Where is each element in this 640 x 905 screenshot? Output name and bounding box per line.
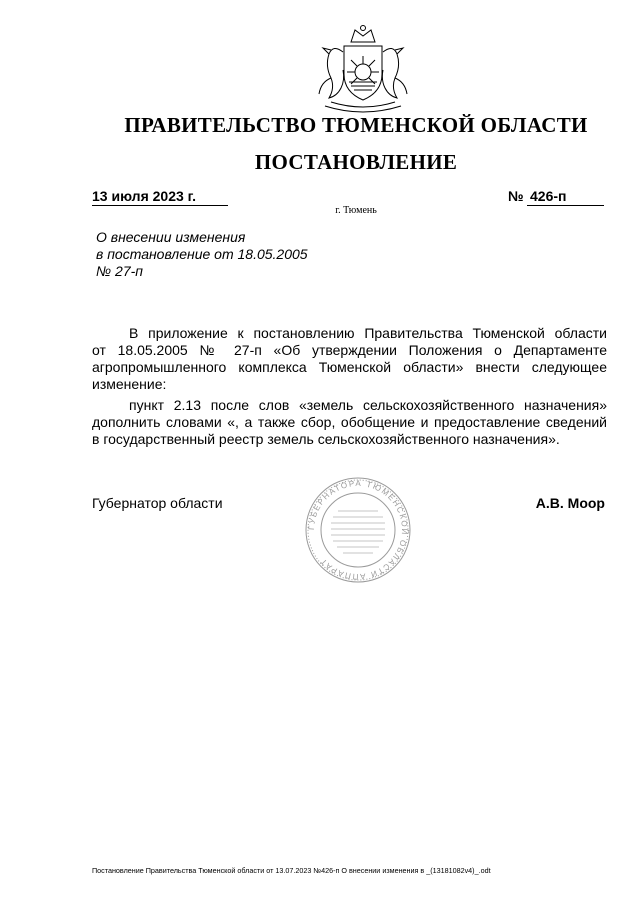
document-date: 13 июля 2023 г. <box>92 188 228 206</box>
paragraph-line: В приложение к постановлению Правительства Тюменской области <box>129 325 607 341</box>
svg-text:ГУБЕРНАТОРА ТЮМЕНСКОЙ ОБЛАСТИ <box>307 479 409 581</box>
official-seal-stamp <box>303 475 413 585</box>
document-footer: Постановление Правительства Тюменской области от 13.07.2023 №426-п О внесении изменения в _(13181082v4)_.odt <box>92 866 491 875</box>
subject-line: О внесении изменения <box>96 229 246 245</box>
document-type: ПОСТАНОВЛЕНИЕ <box>254 150 458 174</box>
seal-text: ГУБЕРНАТОРА ТЮМЕНСКОЙ ОБЛАСТИ АППАРАТ <box>306 478 410 582</box>
subject-line: в постановление от 18.05.2005 <box>96 246 308 262</box>
subject-line: № 27-п <box>96 263 143 279</box>
coat-of-arms-emblem <box>311 22 415 118</box>
city: г. Тюмень <box>335 205 377 216</box>
paragraph-line: в государственный реестр земель сельскохозяйственного назначения». <box>92 431 560 447</box>
body-paragraph-2 <box>92 397 607 448</box>
organization-title: ПРАВИТЕЛЬСТВО ТЮМЕНСКОЙ ОБЛАСТИ <box>124 113 588 137</box>
paragraph-line: изменение: <box>92 376 167 392</box>
paragraph-line: агропромышленного комплекса Тюменской области» внести следующее <box>92 359 607 375</box>
signatory-name: А.В. Моор <box>535 495 605 511</box>
document-subject <box>96 229 308 280</box>
document-number: 426-п <box>527 188 604 206</box>
paragraph-line: от 18.05.2005 № 27-п «Об утверждении Положения о Департаменте <box>92 342 607 358</box>
paragraph-line: дополнить словами «, а также сбор, обобщение и предоставление сведений <box>92 414 607 430</box>
paragraph-line: пункт 2.13 после слов «земель сельскохозяйственного назначения» <box>129 397 607 413</box>
number-sign: № <box>508 188 524 204</box>
signatory-title: Губернатор области <box>92 495 223 511</box>
body-paragraph-1 <box>92 325 607 393</box>
